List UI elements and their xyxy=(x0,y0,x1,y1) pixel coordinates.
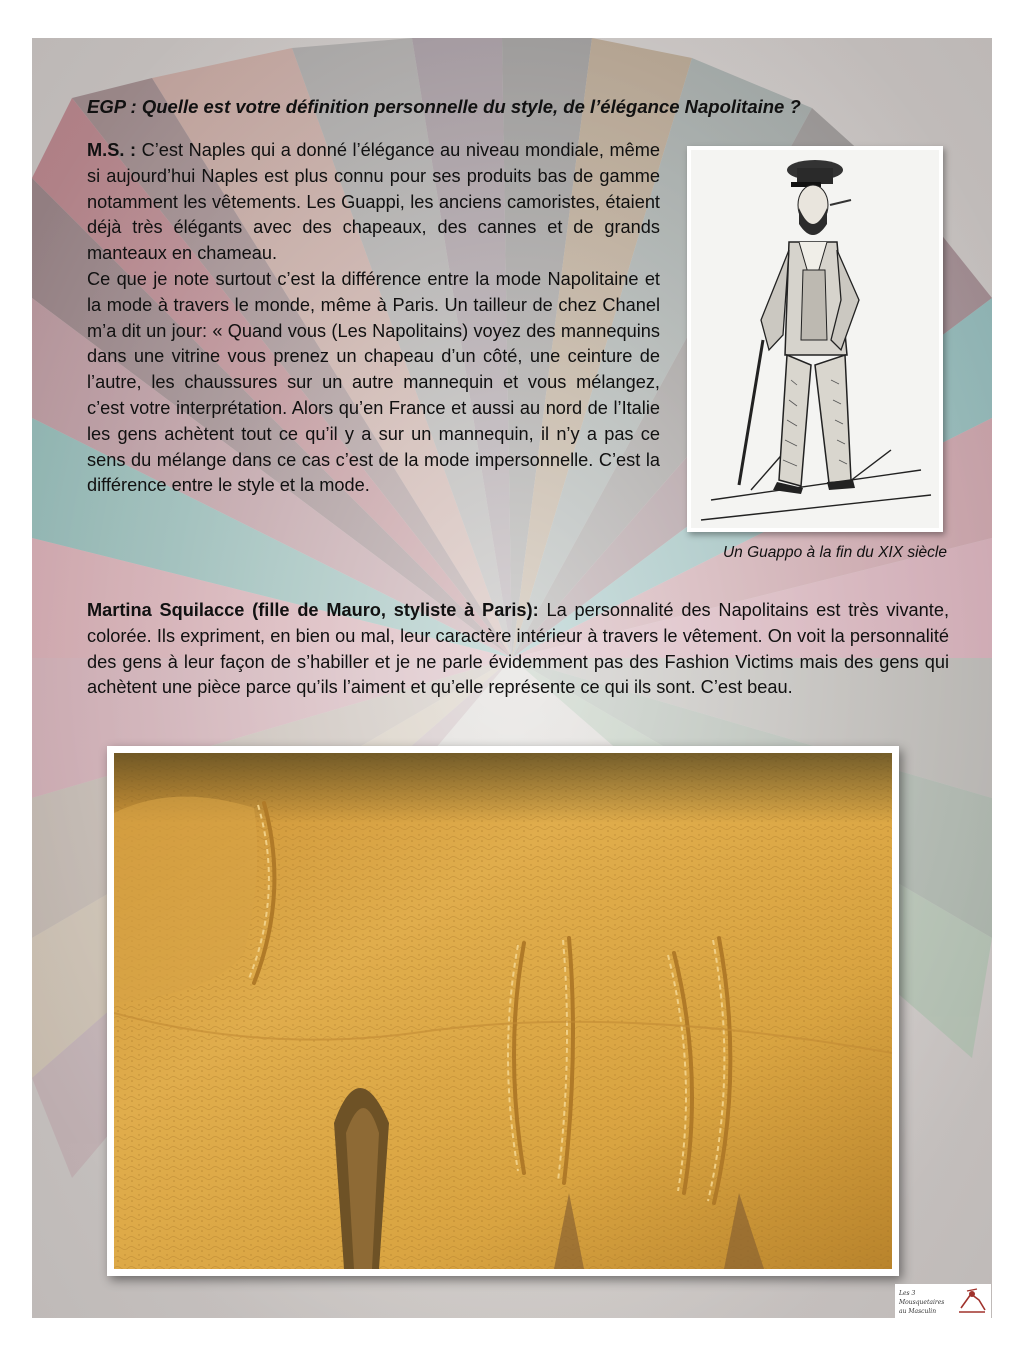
logo-line-2: au Masculin xyxy=(899,1308,937,1315)
guappo-illustration xyxy=(691,150,939,528)
logo-line-1: Les 3 Mousquetaires xyxy=(899,1290,945,1306)
musketeer-icon xyxy=(955,1286,989,1316)
ms-paragraph-2: Ce que je note surtout c’est la différence entre la mode Napolitaine et la mode à travers le monde, même à Paris. Un tailleur de chez Chanel m’a dit un jour: « Quand vous (Les Napolitains) voyez des mannequins dans une vitrine vous prenez un chapeau d’un côté, une ceinture de l’autre, les chaussures sur un autre mannequin et vous mélangez, c’est votre interprétation. Alors qu’en France et aussi au nord de l’Italie les gens achètent tout ce qu’il y a sur un mannequin, il n’y a pas ce sens du mélange dans ce cas c’est de la mode impersonnelle. C’est la différence entre le style et la mode. xyxy=(87,268,660,496)
ms-paragraph-1 xyxy=(87,138,660,267)
ms-speaker-label: M.S. : xyxy=(87,140,137,160)
page-background xyxy=(32,38,992,1318)
martina-text: La personnalité des Napolitains est très vivante, colorée. Ils expriment, en bien ou mal, leur caractère intérieur à travers le vêtement. On voit la personnalité des gens à leur façon de s’habiller et je ne parle évidemment pas des Fashion Victims mais des gens qui achètent une pièce parce qu’ils l’aiment et qu’elle représente ce qui ils sont. C’est beau. xyxy=(87,600,949,698)
interview-question: EGP : Quelle est votre définition personnelle du style, de l’élégance Napolitaine ? xyxy=(87,96,801,117)
glove-leather-image xyxy=(114,753,892,1269)
ms-answer xyxy=(87,138,660,499)
glove-closeup-photo xyxy=(107,746,899,1276)
brand-logo xyxy=(895,1284,991,1318)
martina-paragraph xyxy=(87,598,949,701)
martina-speaker-label: Martina Squilacce (fille de Mauro, styliste à Paris): xyxy=(87,600,539,620)
martina-answer xyxy=(87,598,949,701)
ms-paragraph-1-text: C’est Naples qui a donné l’élégance au niveau mondiale, même si aujourd’hui Naples est plus connu pour ses produits bas de gamme notamment les vêtements. Les Guappi, les anciens camoristes, étaient déjà très élégants avec des chapeaux, des cannes et de grands manteaux en chameau. xyxy=(87,140,660,264)
logo-text xyxy=(899,1289,955,1316)
guappo-photo xyxy=(687,146,943,532)
photo-caption: Un Guappo à la fin du XIX siècle xyxy=(722,544,947,561)
